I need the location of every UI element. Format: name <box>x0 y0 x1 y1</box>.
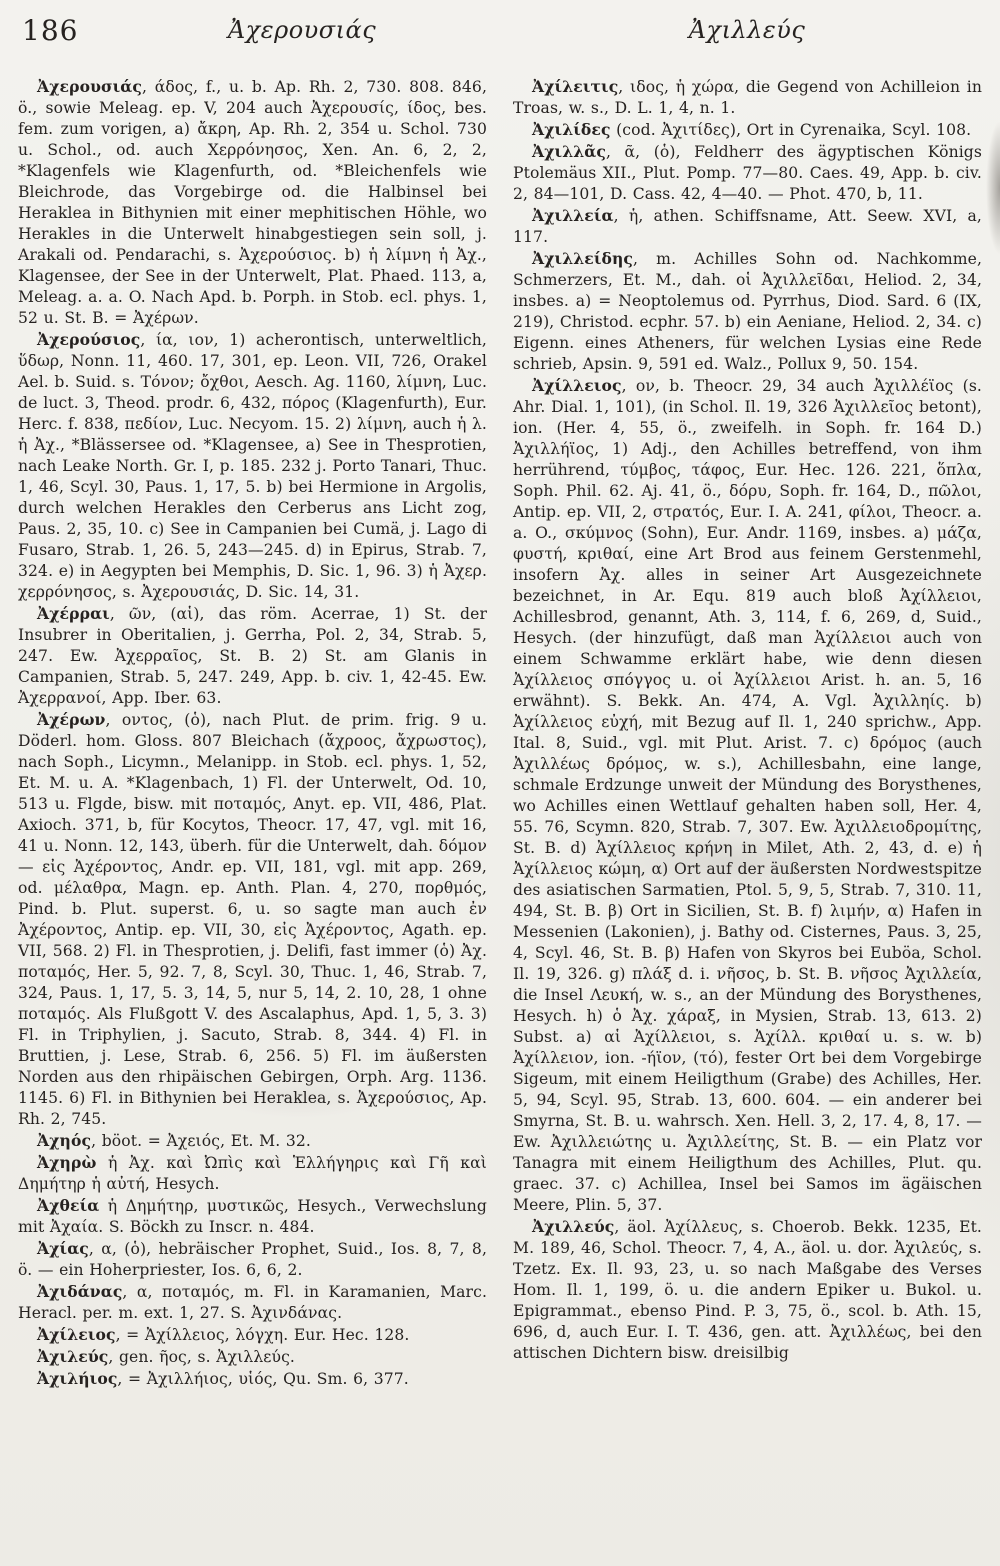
dictionary-entry <box>513 205 982 248</box>
entry-body: , gen. ῆος, s. Ἀχιλλεύς. <box>108 1348 295 1366</box>
dictionary-entry <box>18 603 487 709</box>
dictionary-entry <box>18 329 487 603</box>
dictionary-entry <box>18 1238 487 1281</box>
entry-headword: Ἀχίλειτις <box>532 77 619 96</box>
running-head-left: Ἀχερουσιάς <box>227 16 377 44</box>
dictionary-entry <box>18 709 487 1130</box>
dictionary-entry <box>513 1216 982 1364</box>
dictionary-entry <box>513 248 982 375</box>
entry-headword: Ἀχέρραι <box>37 604 110 623</box>
entry-headword: Ἀχιλλεία <box>532 206 614 225</box>
dictionary-entry <box>513 119 982 141</box>
entry-body: , ἡ, athen. Schiffsname, Att. Seew. XVI, a, 117. <box>513 207 982 246</box>
entry-body: , ον, b. Theocr. 29, 34 auch Ἀχιλλέϊος (s. Ahr. Dial. 1, 101), (in Schol. Il. 19, 326 Ἀχιλλεῖος betont), ion. (Her. 4, 55, ö., zweifelh. in Soph. fr. 164 D.) Ἀχιλλήϊος, 1) Adj., den Achilles betreffend, von ihm herrührend, τύμβος, τάφος, Eur. Hec. 126. 221, ὅπλα, Soph. Phil. 62. Aj. 41, ö., δόρυ, Soph. fr. 164, D., πῶλοι, Antip. ep. VII, 2, στρατός, Eur. I. A. 241, φίλοι, Theocr. a. a. O., σκύμνος (Sohn), Eur. Andr. 1169, insbes. a) μάζα, φυστή, κριθαί, eine Art Brod aus feinem Gerstenmehl, insofern Ἀχ. alles in seiner Art Ausgezeichnete bezeichnet, in Ar. Equ. 819 auch bloß Ἀχίλλειοι, Achillesbrod, genannt, Ath. 3, 114, f. 6, 269, d, Suid., Hesych. (der hinzufügt, daß man Ἀχίλλειοι auch von einem Schwamme erklärt habe, wie denn diesen Ἀχίλλειος σπόγγος u. οἱ Ἀχίλλειοι Arist. h. an. 5, 16 erwähnt). S. Bekk. An. 474, A. Vgl. Ἀχιλληίς. b) Ἀχίλλειος εὐχή, mit Bezug auf Il. 1, 240 sprichw., App. Ital. 8, Suid., vgl. mit Plut. Arist. 7. c) δρόμος (auch Ἀχιλλέως δρόμος, w. s.), Achillesbahn, eine lange, schmale Erdzunge unweit der Mündung des Borysthenes, wo Achilles einen Wettlauf gehalten haben soll, Her. 4, 55. 76, Scymn. 820, Strab. 7, 307. Ew. Ἀχιλλειοδρομίτης, St. B. d) Ἀχίλλειος κρήνη in Milet, Ath. 2, 43, d. e) ἡ Ἀχίλλειος κώμη, α) Ort auf der äußersten Nordwestspitze des asiatischen Sarmatien, Ptol. 5, 9, 5, Strab. 7, 310. 11, 494, St. B. β) Ort in Sicilien, St. B. f) λιμήν, α) Hafen in Messenien (Lakonien), j. Bathy od. Cisternes, Paus. 3, 25, 4, Scyl. 46, St. B. β) Hafen von Skyros bei Euböa, Schol. Il. 19, 326. g) πλάξ d. i. νῆσος, b. St. B. νῆσος Ἀχιλλεία, die Insel Λευκή, w. s., an der Mündung des Borysthenes, Hesych. h) ὁ Ἀχ. χάραξ, in Mysien, Strab. 13, 613. 2) Subst. a) αἱ Ἀχίλλειοι, s. Ἀχίλλ. κριθαί u. s. w. b) Ἀχίλλειον, ion. -ήϊον, (τό), fester Ort bei dem Vorgebirge Sigeum, mit einem Heiligthum (Grabe) des Achilles, Her. 5, 94, Scyl. 95, Strab. 13, 600. 604. — ein anderer bei Smyrna, St. B. u. wahrsch. Xen. Hell. 3, 2, 17. 4, 8, 17. — Ew. Ἀχιλλειώτης u. Ἀχιλλείτης, St. B. — ein Platz vor Tanagra mit einem Heiligthum des Achilles, Plut. qu. graec. 37. c) Achillea, Insel bei Samos im ägäischen Meere, Plin. 5, 37. <box>513 377 982 1214</box>
entry-headword: Ἀχθεία <box>37 1196 100 1215</box>
entry-body: (cod. Ἀχιτίδες), Ort in Cyrenaika, Scyl. 108. <box>610 121 972 139</box>
dictionary-entry <box>18 1324 487 1346</box>
entry-body: , οντος, (ὁ), nach Plut. de prim. frig. 9 u. Döderl. hom. Gloss. 807 Bleichach (ἄχροος, ἄχρωστος), nach Soph., Licymn., Melanipp. in Stob. ecl. phys. 1, 52, Et. M. u. A. *Klagenbach, 1) Fl. der Unterwelt, Od. 10, 513 u. Flgde, bisw. mit ποταμός, Anyt. ep. VII, 486, Plat. Axioch. 371, b, für Kocytos, Theocr. 17, 47, vgl. mit 16, 41 u. Nonn. 12, 143, überh. für die Unterwelt, dah. δόμον — εἰς Ἀχέροντος, Andr. ep. VII, 181, vgl. mit app. 269, od. μέλαθρα, Magn. ep. Anth. Plan. 4, 270, πορθμός, Pind. b. Plut. superst. 6, u. so sagte man auch ἐν Ἀχέροντος, Antip. ep. VII, 30, εἰς Ἀχέροντος, Agath. ep. VII, 568. 2) Fl. in Thesprotien, j. Delifi, fast immer (ὁ) Ἀχ. ποταμός, Her. 5, 92. 7, 8, Scyl. 30, Thuc. 1, 46, Strab. 7, 324, Paus. 1, 17, 5. 3, 14, 5, nur 5, 14, 2. 10, 28, 1 ohne ποταμός. Als Flußgott V. des Ascalaphus, Apd. 1, 5, 3. 3) Fl. in Triphylien, j. Sacuto, Strab. 8, 344. 4) Fl. in Bruttien, j. Lese, Strab. 6, 256. 5) Fl. im äußersten Norden aus den rhipäischen Gebirgen, Orph. Arg. 1136. 1145. 6) Fl. in Bithynien bei Heraklea, s. Ἀχερούσιος, Ap. Rh. 2, 745. <box>18 711 487 1128</box>
entry-headword: Ἀχιλλεύς <box>532 1217 615 1236</box>
column-right <box>513 76 982 1364</box>
entry-headword: Ἀχέρων <box>37 710 106 729</box>
entry-headword: Ἀχερουσιάς <box>37 77 142 96</box>
entry-body: , äol. Ἀχίλλευς, s. Choerob. Bekk. 1235, Et. M. 189, 46, Schol. Theocr. 7, 4, A., äol. u. dor. Ἀχιλεύς, s. Tzetz. Ex. Il. 93, 23, u. so nach Maßgabe des Verses Hom. Il. 1, 199, ö. u. die andern Epiker u. Bukol. u. Epigrammat., ebenso Pind. P. 3, 75, ö., scol. b. Ath. 15, 696, d, auch Eur. I. T. 436, gen. att. Ἀχιλλέως, bei den attischen Dichtern bisw. dreisilbig <box>513 1218 982 1362</box>
page-number: 186 <box>22 14 79 47</box>
entry-body: , ία, ιον, 1) acherontisch, unterweltlich, ὕδωρ, Nonn. 11, 460. 17, 301, ep. Leon. VII, 726, Orakel Ael. b. Suid. s. Τόνον; ὄχθοι, Aesch. Ag. 1160, λίμνη, Luc. de luct. 3, Theod. prodr. 6, 432, πόρος (Klagenfurth), Eur. Herc. f. 838, πεδίον, Luc. Necyom. 15. 2) λίμνη, auch ἡ λ. ἡ Ἀχ., *Blässersee od. *Klagensee, a) See in Thesprotien, nach Leake North. Gr. I, p. 185. 232 j. Porto Tanari, Thuc. 1, 46, Scyl. 30, Paus. 1, 17, 5. b) bei Hermione in Argolis, durch welchen Herakles den Cerberus ans Licht zog, Paus. 2, 35, 10. c) See in Campanien bei Cumä, j. Lago di Fusaro, Strab. 1, 26. 5, 243—245. d) in Epirus, Strab. 7, 324. e) in Aegypten bei Memphis, D. Sic. 1, 96. 3) ἡ Ἀχερ. χερρόνησος, s. Ἀχερουσιάς, D. Sic. 14, 31. <box>18 331 487 601</box>
entry-headword: Ἀχιδάνας <box>37 1282 123 1301</box>
entry-headword: Ἀχερούσιος <box>37 330 141 349</box>
dictionary-entry <box>513 76 982 119</box>
entry-body: , α, ποταμός, m. Fl. in Karamanien, Marc. Heracl. per. m. ext. 1, 27. S. Ἀχινδάνας. <box>18 1283 487 1322</box>
entry-body: , ῶν, (αἱ), das röm. Acerrae, 1) St. der Insubrer in Oberitalien, j. Gerrha, Pol. 2, 34, Strab. 5, 247. Ew. Ἀχερραῖος, St. B. 2) St. am Glanis in Campanien, Strab. 5, 247. 249, App. b. civ. 1, 42-45. Ew. Ἀχερρανοί, App. Iber. 63. <box>18 605 487 707</box>
dictionary-entry <box>18 1130 487 1152</box>
entry-headword: Ἀχίλειος <box>37 1325 116 1344</box>
entry-body: , α, (ὁ), hebräischer Prophet, Suid., Ios. 8, 7, 8, ö. — ein Hoherpriester, Ios. 6, 6, 2. <box>18 1240 487 1279</box>
dictionary-entry <box>18 76 487 329</box>
dictionary-entry <box>18 1346 487 1368</box>
dictionary-entry <box>513 375 982 1216</box>
entry-body: , = Ἀχίλλειος, λόγχη. Eur. Hec. 128. <box>115 1326 410 1344</box>
entry-body: , ιδος, ἡ χώρα, die Gegend von Achilleion in Troas, w. s., D. L. 1, 4, n. 1. <box>513 78 982 117</box>
dictionary-entry <box>18 1195 487 1238</box>
entry-headword: Ἀχιλεύς <box>37 1347 109 1366</box>
entry-body: ἡ Δημήτηρ, μυστικῶς, Hesych., Verwechslung mit Ἀχαία. S. Böckh zu Inscr. n. 484. <box>18 1197 487 1236</box>
running-head-right: Ἀχιλλεύς <box>688 16 806 44</box>
entry-body: , ᾶ, (ὁ), Feldherr des ägyptischen Königs Ptolemäus XII., Plut. Pomp. 77—80. Caes. 49, App. b. civ. 2, 84—101, D. Cass. 42, 4—40. — Phot. 470, b, 11. <box>513 143 982 203</box>
entry-body: , άδος, f., u. b. Ap. Rh. 2, 730. 808. 846, ö., sowie Meleag. ep. V, 204 auch Ἀχερουσίς, ίδος, bes. fem. zum vorigen, a) ἄκρη, Ap. Rh. 2, 354 u. Schol. 730 u. Schol., od. auch Χερρόνησος, Xen. An. 6, 2, 2, *Klagenfels wie Klagenfurth, od. *Bleichenfels wie Bleichrode, das Vorgebirge od. die Halbinsel bei Heraklea in Bithynien mit einer mephitischen Höhle, wo Herakles in die Unterwelt hinabgestiegen sein soll, j. Arakali od. Pendarachi, s. Ἀχερούσιος. b) ἡ λίμνη ἡ Ἀχ., Klagensee, der See in der Unterwelt, Plat. Phaed. 113, a, Meleag. a. a. O. Nach Apd. b. Porph. in Stob. ecl. phys. 1, 52 u. St. B. = Ἀχέρων. <box>18 78 487 327</box>
entry-body: , m. Achilles Sohn od. Nachkomme, Schmerzers, Et. M., dah. οἱ Ἀχιλλεῖδαι, Heliod. 2, 34, insbes. a) = Neoptolemus od. Pyrrhus, Diod. Sard. 6 (IX, 219), Christod. ecphr. 57. b) ein Aeniane, Heliod. 2, 34. c) Eigenn. eines Atheners, für welchen Lysias eine Rede schrieb, Apsin. 9, 591 ed. Walz., Pollux 9, 50. 154. <box>513 250 982 373</box>
dictionary-entry <box>18 1281 487 1324</box>
entry-headword: Ἀχιλήιος <box>37 1369 118 1388</box>
entry-body: ἡ Ἀχ. καὶ Ὠπὶς καὶ Ἑλλήγηρις καὶ Γῆ καὶ Δημήτηρ ἡ αὐτή, Hesych. <box>18 1154 487 1193</box>
entry-body: , = Ἀχιλλήιος, υἱός, Qu. Sm. 6, 377. <box>117 1370 409 1388</box>
entry-headword: Ἀχηρὼ <box>37 1153 97 1172</box>
entry-headword: Ἀχίλλειος <box>532 376 622 395</box>
text-columns <box>18 76 982 1390</box>
column-left <box>18 76 487 1390</box>
entry-headword: Ἀχιλίδες <box>532 120 611 139</box>
dictionary-entry <box>513 141 982 205</box>
entry-headword: Ἀχιλλᾶς <box>532 142 606 161</box>
dictionary-entry <box>18 1152 487 1195</box>
dictionary-entry <box>18 1368 487 1390</box>
entry-headword: Ἀχίας <box>37 1239 89 1258</box>
entry-body: , böot. = Ἀχειός, Et. M. 32. <box>91 1132 311 1150</box>
entry-headword: Ἀχηός <box>37 1131 92 1150</box>
entry-headword: Ἀχιλλείδης <box>532 249 634 268</box>
